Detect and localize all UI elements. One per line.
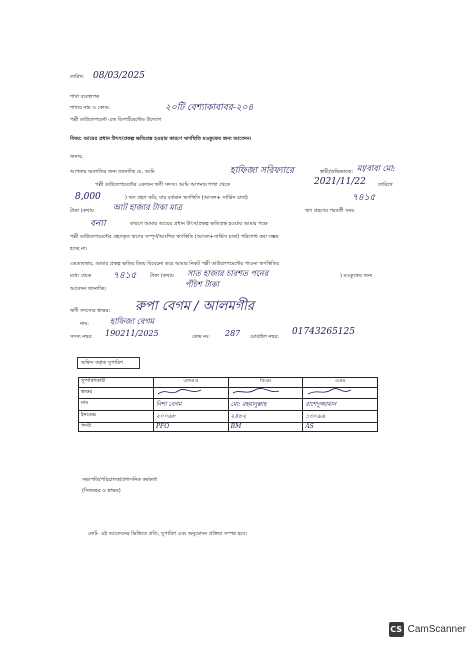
approval-table (78, 377, 378, 432)
signature-scribble-icon (231, 388, 281, 396)
addressee-line: শাখা ব্যবস্থাপক (70, 94, 100, 100)
table-header-cell: সুপারিশকারী (79, 378, 154, 388)
authority-sub: (সিলমহর ও স্বাক্ষর) (82, 488, 121, 494)
table-row (79, 387, 378, 398)
table-header-cell: এফএও (154, 378, 229, 388)
camscanner-text: CamScanner (407, 624, 466, 635)
subject-line: বিষয়: আয়ের প্রধান উৎস/প্রকল্প ক্ষতিগ্রস্ত হওয়ার কারণে ঋণস্থিতি মওকুফের জন্য আবেদন। (70, 136, 252, 142)
body-line-waive: ) মওকুফের জন্য (340, 273, 373, 279)
member-name-hw: হাফিজা সরিফ্যারে (230, 166, 294, 176)
body-line-not-possible: হচ্ছে না। (70, 246, 88, 252)
table-header-row (79, 378, 378, 388)
body-line-2: পল্লী ডাউলেপমেন্টের একজন ঋণী সদস্য। আমি আপনার শাখা থেকে (95, 182, 230, 188)
center-label: কেন্দ্র নং: (192, 334, 210, 340)
body-line-current: ) ঋণ গ্রহণ করি, যার বর্তমান ঋণস্থিতি (আসল+ সার্ভিস চার্জ) (125, 195, 248, 201)
loan-words-hw: আট হাজার টাকা মাত্র (113, 203, 182, 212)
branch-value: ২০টি বেশ্যাকাবাবর-২০৪ (165, 103, 254, 113)
table-row (79, 410, 378, 422)
body-line-apply: আবেদন জানাচ্ছি। (70, 286, 107, 292)
body-line-date: তারিখে (378, 182, 393, 188)
table-row (79, 422, 378, 432)
table-header-cell: বিএম (228, 378, 303, 388)
table-row-label: স্বাক্ষর (79, 387, 154, 398)
branch-label: শাখার নাম ও কোড: (70, 105, 110, 111)
signature-cell (303, 387, 378, 398)
balance-hw: ৭৪১৫ (352, 193, 376, 203)
body-line-waive-taka: টাকা (কথায় (150, 273, 174, 279)
loan-date-hw: 2021/11/22 (314, 177, 366, 187)
salutation: জনাব, (70, 154, 84, 160)
table-row (79, 398, 378, 410)
reason-hw: বন্যা (90, 219, 106, 229)
table-header-cell: এএম (303, 378, 378, 388)
table-cell: নিশা বেগম (154, 398, 229, 410)
mobile-label: মোবাইল নম্বর: (250, 334, 279, 340)
member-no-label: সদস্য নম্বর: (70, 334, 93, 340)
body-line-1: আপনার অবগতির জন্য জানাচ্ছি যে, আমি (70, 169, 155, 175)
body-line-guardian: স্বামী/অভিভাবক: (320, 169, 354, 175)
member-no-value: 190211/2025 (105, 329, 159, 338)
mobile-value: 01743265125 (292, 327, 355, 337)
waive-amount-hw: ৭৪১৫ (113, 271, 137, 281)
body-line-request: এমতাবস্থায়, আমার প্রকল্প ক্ষতির বিষয় বিবেচনা করে আমার নিকট পল্লী ডাউলেপমেন্টের পাওনা ঋণস্থিতির (70, 261, 280, 267)
note-line: নোট- এই আবেদনের ভিত্তিতে প্রতি, সুপারিশ এবং অনুমোদন প্রক্রিয়া সম্পন্ন হবে। (88, 531, 247, 537)
waive-words-hw: সাত হাজার চারশত পনের (187, 269, 269, 278)
date-label: তারিখ: (70, 74, 85, 80)
authority-line: সভাপতি/পরিচালক/প্রশাসনিক কর্মকর্তা (82, 477, 158, 483)
name-label: নাম: (80, 321, 89, 327)
member-signature: রুপা বেগম / আলমগীর (135, 299, 255, 314)
signature-cell (228, 387, 303, 398)
body-line-reason: কারণে আমার আয়ের প্রধান উৎস/প্রকল্প ক্ষতিগ্রস্ত হওয়ায় আমার পক্ষে (130, 221, 268, 227)
signature-cell (154, 387, 229, 398)
date-value: 08/03/2025 (93, 71, 145, 81)
camscanner-logo-icon: CS (389, 622, 404, 637)
table-cell: ১৩০৯৬ (303, 410, 378, 422)
waive-words-hw-2: পঁচিশ টাকা (185, 280, 219, 289)
table-cell: রাশেদুজ্জামান (303, 398, 378, 410)
table-row-label: ইনডেক্স (79, 410, 154, 422)
body-line-from: মধ্যে থেকে (70, 273, 92, 279)
table-cell: ২০০৬৮ (154, 410, 229, 422)
camscanner-watermark (389, 622, 466, 637)
organization-line: পল্লী ডাউলেপমেন্ট এন্ড ডিপার্টমেন্টেড উদ্যোগ (70, 117, 162, 123)
loan-amount-hw: 8,000 (75, 192, 101, 202)
table-cell: PFO (154, 422, 229, 432)
signature-scribble-icon (156, 388, 206, 396)
signature-label: ঋণী সদস্যের স্বাক্ষর: (70, 308, 111, 314)
table-cell: মো: রহমানুল্লাহ (228, 398, 303, 410)
body-line-after: ঋণ গ্রহণের পরবর্তী সময় (305, 208, 355, 214)
table-cell: ২৪৮২ (228, 410, 303, 422)
center-value: 287 (225, 329, 241, 338)
signature-scribble-icon (305, 388, 355, 396)
table-row-label: পদবী (79, 422, 154, 432)
table-cell: AS (303, 422, 378, 432)
table-row-label: নাম (79, 398, 154, 410)
guardian-name-hw: মা/বাবা মো: (357, 164, 396, 173)
name-value: হাফিজা বেগম (110, 317, 155, 326)
body-line-repay: পল্লী ডাউলেপমেন্টের গ্রহণকৃত ঋণের সম্পূর্ণ/আংশিক ঋণস্থিতি (আসল+সার্ভিস চার্জ) পরিশোধ করা সম্ভব (70, 234, 279, 240)
approval-box-title: অফিস কর্তৃক সুপারিশ (77, 357, 140, 369)
body-line-taka: টাকা (কথায় (70, 208, 94, 214)
table-cell: BM (228, 422, 303, 432)
